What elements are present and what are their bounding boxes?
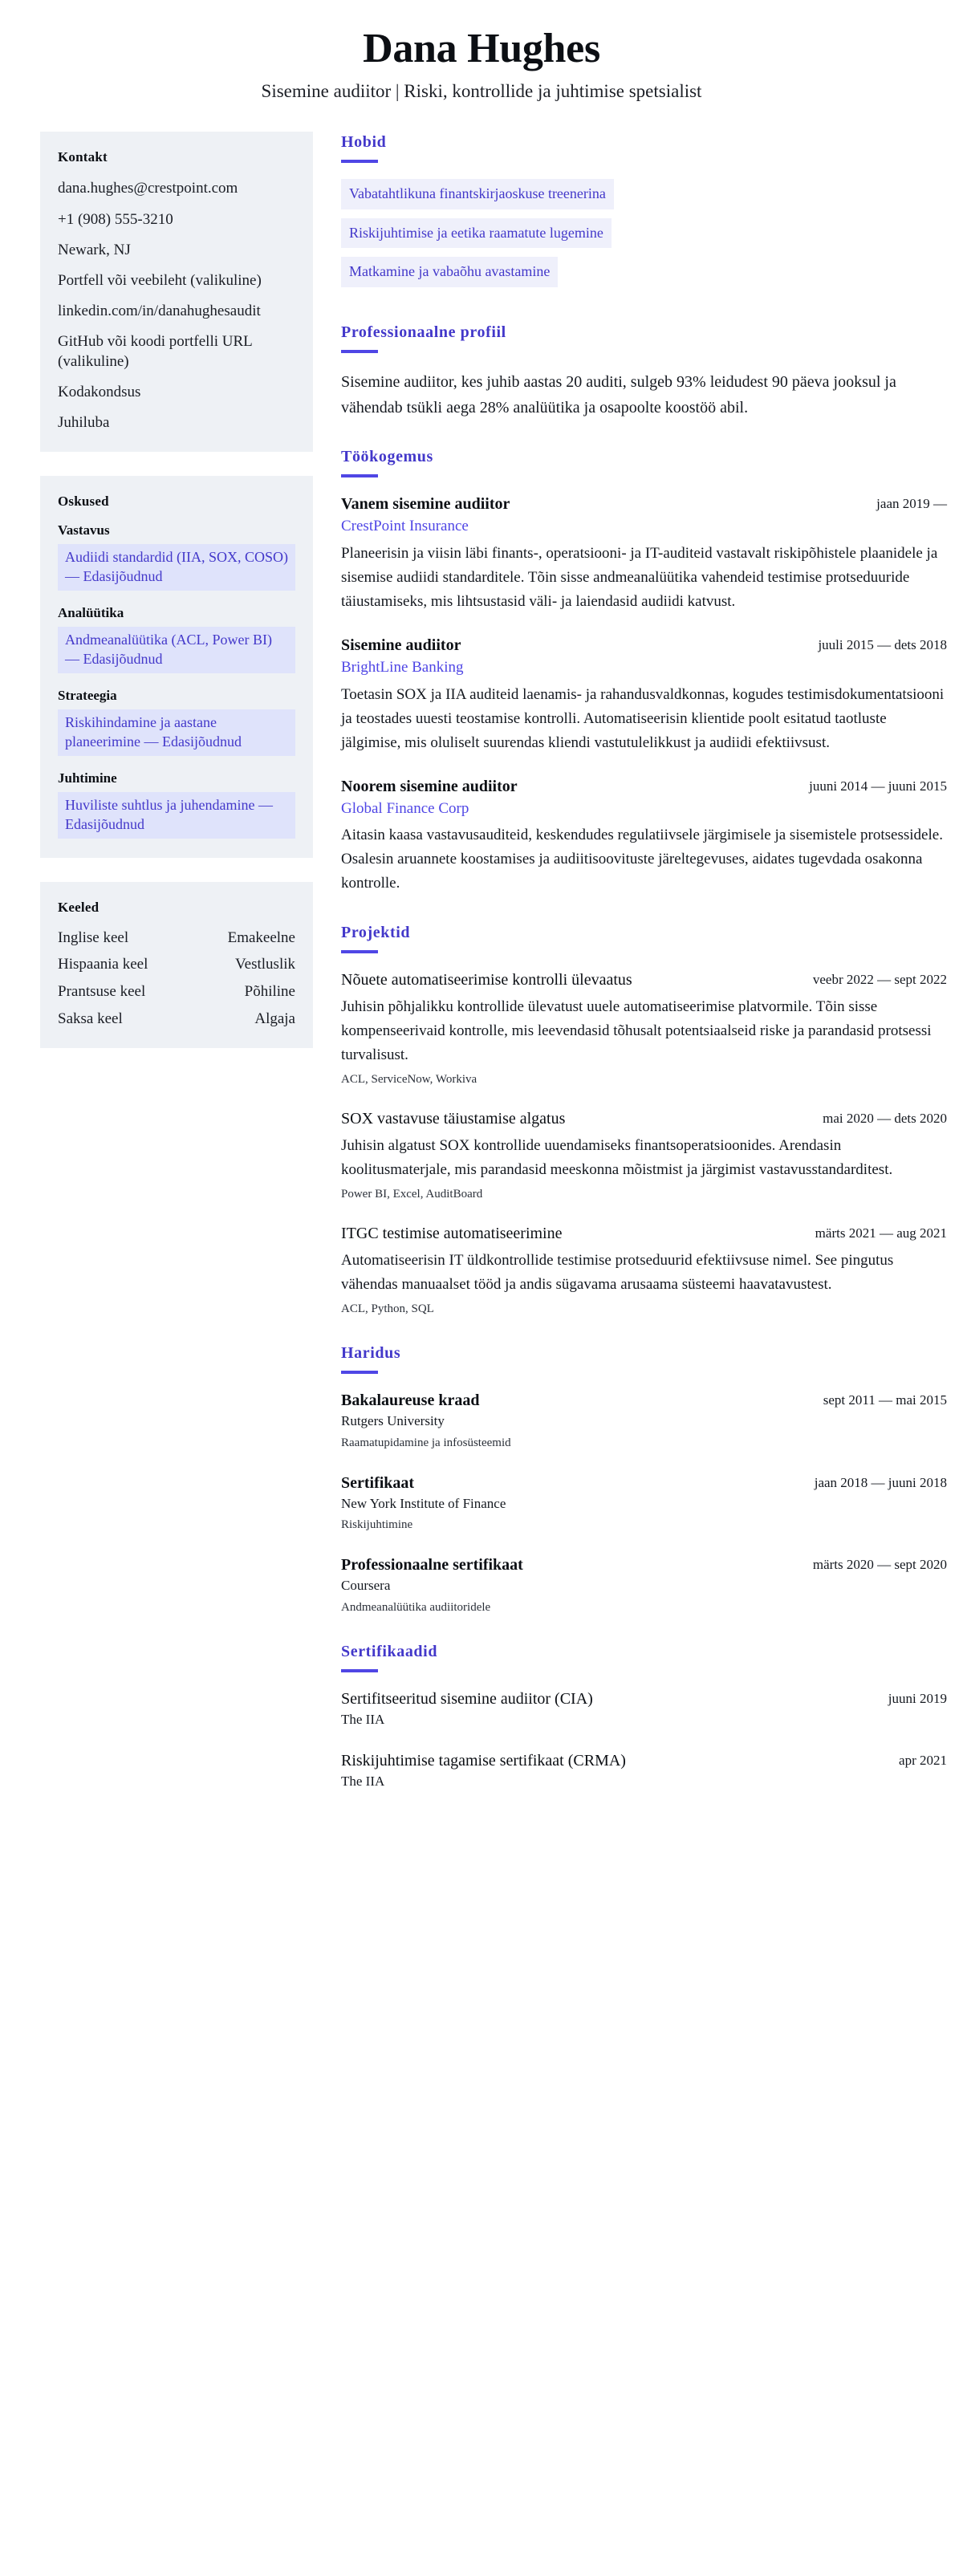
section-education — [341, 1344, 947, 1615]
project-date-range: veebr 2022 — sept 2022 — [812, 971, 947, 987]
skill-group-strateegia — [58, 688, 295, 756]
skill-group-vastavus — [58, 522, 295, 591]
contact-card — [40, 132, 313, 452]
profile-summary-text: Sisemine audiitor, kes juhib aastas 20 auditi, sulgeb 93% leidudest 90 päeva jooksul ja vähendab tsükli aega 28% analüütika ja osapoolte koostöö abil. — [341, 372, 896, 417]
hobby-pill[interactable]: Matkamine ja vabaõhu avastamine — [341, 257, 558, 286]
language-name: Inglise keel — [58, 928, 129, 946]
certification-issuer: The IIA — [341, 1711, 385, 1727]
main-column — [341, 132, 947, 1818]
contact-item-location: Newark, NJ — [58, 241, 131, 258]
section-rule — [341, 1371, 378, 1374]
language-row — [58, 928, 295, 949]
field-of-study: Raamatupidamine ja infosüsteemid — [341, 1436, 511, 1450]
education-entry — [341, 1390, 947, 1451]
job-title: Sisemine audiitor — [341, 636, 461, 655]
skill-pill[interactable]: Audiidi standardid (IIA, SOX, COSO) — Edasijõudnud — [58, 544, 295, 591]
project-description: Automatiseerisin IT üldkontrollide testimise protseduurid efektiivsuse nimel. See pingutus vähendas manuaalset tööd ja andis sügavama arusaama süsteemi haavatavustest. — [341, 1252, 894, 1294]
degree-date-range: jaan 2018 — juuni 2018 — [814, 1474, 947, 1490]
section-heading-hobbies: Hobid — [341, 133, 387, 152]
skill-group-analuutika — [58, 605, 295, 673]
section-rule — [341, 950, 378, 953]
certification-entry-header — [341, 1750, 947, 1771]
degree-title: Bakalaureuse kraad — [341, 1392, 480, 1410]
certification-issuer: The IIA — [341, 1773, 385, 1789]
experience-entry — [341, 635, 947, 755]
project-tech-stack: ACL, Python, SQL — [341, 1302, 434, 1316]
languages-card-title: Keeled — [58, 899, 100, 915]
job-description: Aitasin kaasa vastavusauditeid, keskendudes regulatiivsele järgimisele ja sisemistele protsessidele. Osalesin aruannete koostamises ja audiitisoovituste järeltegevuses, aidates tugevdada osakonna kontrolle. — [341, 827, 943, 892]
skill-category-label: Juhtimine — [58, 770, 117, 786]
candidate-headline: Sisemine audiitor | Riski, kontrollide ja juhtimise spetsialist — [261, 80, 702, 101]
project-title: Nõuete automatiseerimise kontrolli ülevaatus — [341, 970, 632, 989]
contact-item-phone[interactable]: +1 (908) 555-3210 — [58, 210, 173, 228]
skill-pill[interactable]: Andmeanalüütika (ACL, Power BI) — Edasijõudnud — [58, 627, 295, 673]
language-name: Hispaania keel — [58, 956, 148, 973]
section-heading-education: Haridus — [341, 1344, 401, 1363]
certification-entry-header — [341, 1688, 947, 1709]
job-date-range: juuli 2015 — dets 2018 — [818, 637, 947, 653]
education-entry-header — [341, 1554, 947, 1575]
education-entry — [341, 1554, 947, 1615]
contact-item-citizenship: Kodakondsus — [58, 384, 141, 401]
field-of-study: Riskijuhtimine — [341, 1518, 413, 1532]
language-level: Põhiline — [244, 983, 295, 1001]
certification-date: apr 2021 — [899, 1752, 947, 1768]
project-description: Juhisin põhjalikku kontrollide ülevatust uuele automatiseerimise platvormile. Tõin sisse kompenseerivaid kontrolle, mis leevendasid tõhusalt potentsiaalseid riske ja parandasid protsessi turvalisust. — [341, 997, 932, 1063]
field-of-study: Andmeanalüütika audiitoridele — [341, 1600, 491, 1614]
skill-category-label: Analüütika — [58, 605, 124, 621]
language-level: Vestluslik — [235, 956, 295, 973]
project-entry-header — [341, 1223, 947, 1244]
degree-date-range: märts 2020 — sept 2020 — [812, 1556, 947, 1572]
skill-group-juhtimine — [58, 770, 295, 839]
hobby-pill[interactable]: Riskijuhtimise ja eetika raamatute lugemine — [341, 218, 612, 248]
contact-card-title: Kontakt — [58, 149, 108, 165]
contact-item-driving-license: Juhiluba — [58, 414, 110, 432]
language-name: Saksa keel — [58, 1010, 123, 1027]
section-rule — [341, 350, 378, 353]
job-date-range: jaan 2019 — — [876, 496, 947, 512]
job-company: BrightLine Banking — [341, 659, 464, 677]
job-company: CrestPoint Insurance — [341, 518, 469, 535]
section-projects — [341, 924, 947, 1318]
project-entry-header — [341, 969, 947, 990]
degree-title: Professionaalne sertifikaat — [341, 1555, 523, 1574]
language-row — [58, 982, 295, 1002]
school-name: New York Institute of Finance — [341, 1495, 506, 1511]
hobby-list — [341, 179, 947, 295]
project-entry — [341, 969, 947, 1087]
job-description: Planeerisin ja viisin läbi finants-, operatsiooni- ja IT-auditeid vastavalt riskipõhistele plaanidele ja sisemise audiidi standarditele. Tõin sisse andmeanalüütika vahendeid testimise protseduuride täiustamiseks, mis lihtsustasid väli- ja laiendasid audiidi katvust. — [341, 545, 938, 611]
contact-item-portfolio[interactable]: Portfell või veebileht (valikuline) — [58, 271, 262, 289]
degree-title: Sertifikaat — [341, 1473, 415, 1492]
project-date-range: märts 2021 — aug 2021 — [815, 1225, 947, 1241]
language-level: Emakeelne — [227, 928, 295, 946]
skills-card — [40, 476, 313, 858]
job-title: Noorem sisemine audiitor — [341, 777, 518, 795]
experience-entry — [341, 494, 947, 614]
contact-item-email[interactable]: dana.hughes@crestpoint.com — [58, 180, 238, 197]
section-rule — [341, 1669, 378, 1672]
certification-name: Riskijuhtimise tagamise sertifikaat (CRMA) — [341, 1751, 626, 1769]
skill-pill[interactable]: Riskihindamine ja aastane planeerimine — Edasijõudnud — [58, 709, 295, 756]
section-hobbies — [341, 133, 947, 295]
language-row — [58, 1010, 295, 1030]
candidate-name: Dana Hughes — [363, 26, 600, 71]
certification-name: Sertifitseeritud sisemine audiitor (CIA) — [341, 1689, 593, 1708]
skills-card-title: Oskused — [58, 494, 109, 510]
language-row — [58, 955, 295, 975]
project-description: Juhisin algatust SOX kontrollide uuendamiseks finantsoperatsioonides. Arendasin koolitusmaterjale, mis parandasid meeskonna mõistmist ja järgimist vastavusstandarditest. — [341, 1136, 893, 1178]
section-heading-experience: Töökogemus — [341, 448, 433, 466]
project-title: SOX vastavuse täiustamise algatus — [341, 1109, 566, 1128]
project-entry — [341, 1223, 947, 1317]
school-name: Coursera — [341, 1577, 391, 1593]
sidebar — [40, 132, 313, 1072]
contact-list — [58, 178, 295, 433]
job-description: Toetasin SOX ja IIA auditeid laenamis- ja rahandusvaldkonnas, kogudes testimisdokumentatsiooni ja teostades uuesti teostamise kontrolli. Automatiseerisin klientide poolt esitatud taotluste jälgimise, mis oluliselt suurendas kliendi vastutulelikkust ja audiidi efektiivsust. — [341, 685, 945, 751]
certification-date: juuni 2019 — [888, 1690, 947, 1706]
section-rule — [341, 474, 378, 477]
education-entry — [341, 1473, 947, 1534]
project-date-range: mai 2020 — dets 2020 — [823, 1110, 947, 1126]
education-entry-header — [341, 1473, 947, 1493]
project-title: ITGC testimise automatiseerimine — [341, 1225, 563, 1243]
language-level: Algaja — [254, 1010, 295, 1027]
section-heading-projects: Projektid — [341, 923, 411, 941]
hobby-pill[interactable]: Vabatahtlikuna finantskirjaoskuse treenerina — [341, 179, 614, 209]
skill-category-label: Vastavus — [58, 522, 110, 538]
section-certifications — [341, 1643, 947, 1791]
contact-item-linkedin[interactable]: linkedin.com/in/danahughesaudit — [58, 302, 261, 319]
section-profile — [341, 323, 947, 421]
certification-entry — [341, 1750, 947, 1791]
resume-columns — [0, 132, 963, 1818]
languages-card — [40, 882, 313, 1049]
experience-entry-header — [341, 635, 947, 656]
project-tech-stack: Power BI, Excel, AuditBoard — [341, 1187, 483, 1201]
section-rule — [341, 160, 378, 163]
project-entry — [341, 1108, 947, 1202]
project-entry-header — [341, 1108, 947, 1129]
skill-category-label: Strateegia — [58, 687, 117, 703]
degree-date-range: sept 2011 — mai 2015 — [823, 1392, 947, 1408]
language-name: Prantsuse keel — [58, 983, 146, 1001]
certification-entry — [341, 1688, 947, 1729]
project-tech-stack: ACL, ServiceNow, Workiva — [341, 1072, 477, 1086]
skill-pill[interactable]: Huviliste suhtlus ja juhendamine — Edasijõudnud — [58, 792, 295, 839]
job-company: Global Finance Corp — [341, 799, 469, 817]
section-heading-profile: Professionaalne profiil — [341, 323, 506, 341]
school-name: Rutgers University — [341, 1413, 445, 1429]
experience-entry-header — [341, 494, 947, 514]
experience-entry-header — [341, 776, 947, 797]
job-title: Vanem sisemine audiitor — [341, 495, 510, 514]
contact-item-github[interactable]: GitHub või koodi portfelli URL (valikuline) — [58, 332, 253, 370]
experience-entry — [341, 776, 947, 896]
job-date-range: juuni 2014 — juuni 2015 — [809, 778, 947, 794]
resume-header — [0, 0, 963, 103]
section-heading-certifications: Sertifikaadid — [341, 1642, 438, 1660]
section-experience — [341, 448, 947, 896]
education-entry-header — [341, 1390, 947, 1411]
